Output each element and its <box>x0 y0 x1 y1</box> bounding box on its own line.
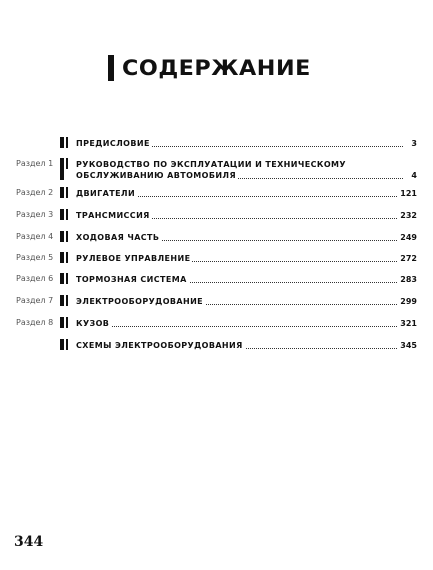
entry-page-number: 4 <box>408 170 417 181</box>
section-label: Раздел 7 <box>16 296 54 305</box>
page-heading <box>108 55 311 81</box>
entry-title-line-2: ОБСЛУЖИВАНИЮ АВТОМОБИЛЯ <box>76 171 237 180</box>
entry-marker <box>60 339 64 350</box>
entry-title: ХОДОВАЯ ЧАСТЬ <box>76 233 160 242</box>
section-label: Раздел 8 <box>16 318 54 327</box>
entry-marker <box>60 187 64 198</box>
entry-title: РУЛЕВОЕ УПРАВЛЕНИЕ <box>76 254 191 263</box>
section-label: Раздел 3 <box>16 210 54 219</box>
entry-page-number: 232 <box>397 210 417 221</box>
heading-bar <box>108 55 114 81</box>
entry-page-number: 3 <box>408 138 417 149</box>
page-number: 344 <box>14 534 44 550</box>
page-title: СОДЕРЖАНИЕ <box>122 56 311 80</box>
section-label: Раздел 6 <box>16 274 54 283</box>
entry-page-number: 121 <box>397 188 417 199</box>
entry-title <box>76 159 386 181</box>
entry-marker <box>60 137 64 148</box>
entry-title: ТОРМОЗНАЯ СИСТЕМА <box>76 275 187 284</box>
entry-page-number: 321 <box>397 318 417 329</box>
entry-title: КУЗОВ <box>76 319 110 328</box>
entry-marker <box>60 295 64 306</box>
entry-marker <box>60 209 64 220</box>
entry-page-number: 345 <box>397 340 417 351</box>
entry-marker <box>60 231 64 242</box>
entry-title: ЭЛЕКТРООБОРУДОВАНИЕ <box>76 297 204 306</box>
entry-title: ДВИГАТЕЛИ <box>76 189 136 198</box>
section-label: Раздел 2 <box>16 188 54 197</box>
entry-title: ПРЕДИСЛОВИЕ <box>76 139 150 148</box>
entry-marker <box>60 252 64 263</box>
entry-page-number: 299 <box>397 296 417 307</box>
entry-page-number: 272 <box>397 253 417 264</box>
entry-marker <box>60 158 64 180</box>
section-label: Раздел 1 <box>16 159 54 168</box>
entry-page-number: 283 <box>397 274 417 285</box>
section-label: Раздел 5 <box>16 253 54 262</box>
dot-leader <box>80 326 403 327</box>
entry-marker <box>60 273 64 284</box>
section-label: Раздел 4 <box>16 232 54 241</box>
entry-title: СХЕМЫ ЭЛЕКТРООБОРУДОВАНИЯ <box>76 341 243 350</box>
entry-title: ТРАНСМИССИЯ <box>76 211 150 220</box>
entry-page-number: 249 <box>397 232 417 243</box>
entry-marker <box>60 317 64 328</box>
entry-title-line-1: РУКОВОДСТВО ПО ЭКСПЛУАТАЦИИ И ТЕХНИЧЕСКОМУ <box>76 160 346 169</box>
